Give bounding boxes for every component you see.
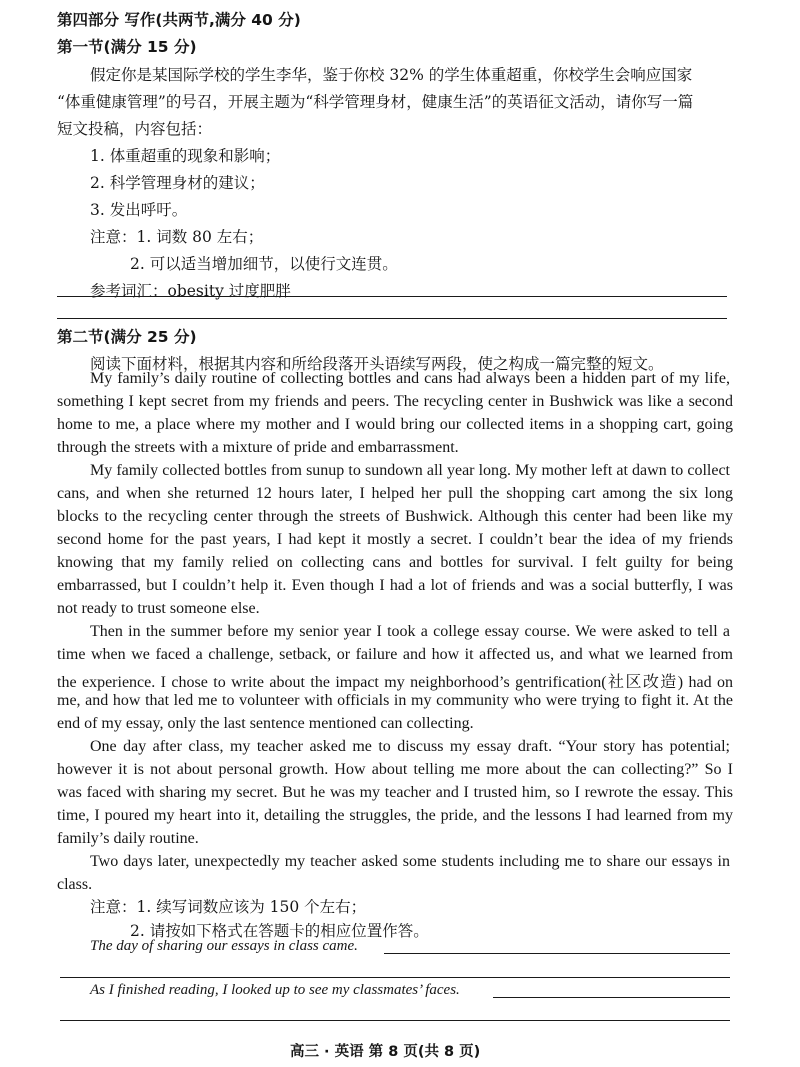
section1-intro-line: “体重健康管理”的号召，开展主题为“科学管理身材，健康生活”的英语征文活动，请你写一篇	[57, 93, 694, 111]
passage-line: was faced with sharing my secret. But he was my teacher and I trusted him, so I rewrote the essay. This	[57, 784, 733, 801]
passage-line: Two days later, unexpectedly my teacher asked some students including me to share our essays in	[90, 853, 730, 870]
passage-line: My family’s daily routine of collecting bottles and cans had always been a hidden part of my life,	[90, 370, 730, 387]
writing-line	[57, 296, 727, 297]
section1-intro-line: 假定你是某国际学校的学生李华，鉴于你校 32% 的学生体重超重，你校学生会响应国家	[90, 66, 693, 84]
part-title: 第四部分 写作(共两节,满分 40 分)	[57, 11, 301, 29]
passage-line: cans, and when she returned 12 hours later, I helped her pull the shopping cart among the six long	[57, 485, 733, 502]
passage-line: second home for the past years, I had kept it mostly a secret. I couldn’t bear the idea of my friends	[57, 531, 733, 548]
passage-line: knowing that my family relied on collecting cans and bottles for survival. I felt guilty for being	[57, 554, 733, 571]
section1-intro-line: 短文投稿，内容包括：	[57, 120, 213, 138]
passage-line: through the streets with a mixture of pride and embarrassment.	[57, 439, 459, 456]
paragraph1-opening: The day of sharing our essays in class came.	[90, 938, 358, 954]
passage-line: family’s daily routine.	[57, 830, 199, 847]
passage-line: Then in the summer before my senior year I took a college essay course. We were asked to tell a	[90, 623, 730, 640]
passage-line: One day after class, my teacher asked me to discuss my essay draft. “Your story has potential;	[90, 738, 730, 755]
answer-line[interactable]	[493, 997, 730, 998]
passage-line: My family collected bottles from sunup to sundown all year long. My mother left at dawn to collect	[90, 462, 730, 479]
section2-note: 注意：1. 续写词数应该为 150 个左右；	[90, 898, 367, 916]
page-footer: 高三 · 英语 第 8 页(共 8 页)	[290, 1044, 481, 1060]
passage-line: blocks to the recycling center through the streets of Bushwick. Although this center had been like my	[57, 508, 733, 525]
section1-note: 2. 可以适当增加细节，以使行文连贯。	[130, 255, 398, 273]
passage-line: home to me, a place where my mother and I would bring our collected items in a shopping cart, going	[57, 416, 733, 433]
section2-note: 2. 请按如下格式在答题卡的相应位置作答。	[130, 922, 429, 940]
paragraph2-opening: As I finished reading, I looked up to see my classmates’ faces.	[90, 982, 460, 998]
passage-line: time when we faced a challenge, setback, or failure and how it affected us, and what we learned from	[57, 646, 733, 663]
section2-instruction: 阅读下面材料，根据其内容和所给段落开头语续写两段，使之构成一篇完整的短文。	[90, 355, 664, 373]
content-point: 1. 体重超重的现象和影响；	[90, 147, 281, 165]
answer-line[interactable]	[60, 1020, 730, 1021]
reference-vocab: 参考词汇：obesity 过度肥胖	[90, 282, 291, 300]
writing-line	[57, 318, 727, 319]
passage-line: not ready to trust someone else.	[57, 600, 260, 617]
passage-line: class.	[57, 876, 93, 893]
passage-line: something I kept secret from my friends and peers. The recycling center in Bushwick was like a second	[57, 393, 733, 410]
passage-line: time, I poured my heart into it, detailing the struggles, the pride, and the lessons I had learned from my	[57, 807, 733, 824]
passage-line: embarrassed, but I couldn’t help it. Even though I had a lot of friends and was a social butterfly, I was	[57, 577, 733, 594]
section1-note: 注意：1. 词数 80 左右；	[90, 228, 264, 246]
section1-title: 第一节(满分 15 分)	[57, 38, 197, 56]
answer-line[interactable]	[384, 953, 730, 954]
content-point: 3. 发出呼吁。	[90, 201, 188, 219]
content-point: 2. 科学管理身材的建议；	[90, 174, 265, 192]
passage-line: me, and how that led me to volunteer with officials in my community who were trying to fight it. At the	[57, 692, 733, 709]
answer-line[interactable]	[60, 977, 730, 978]
passage-line: end of my essay, only the last sentence mentioned can collecting.	[57, 715, 474, 732]
section2-title: 第二节(满分 25 分)	[57, 328, 197, 346]
passage-line: the experience. I chose to write about the impact my neighborhood’s gentrification(社区改造) had on	[57, 674, 733, 691]
passage-line: however it is not about personal growth. How about telling me more about the can collecting?” So I	[57, 761, 733, 778]
